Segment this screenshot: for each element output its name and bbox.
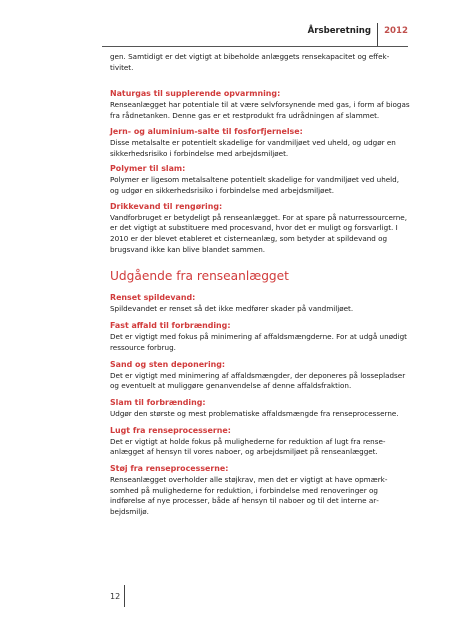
page-header — [308, 23, 408, 47]
paragraph: Polymer er ligesom metalsaltene potentielt skadelige for vandmiljøet ved uheld, og udgør en sikkerhedsrisiko i forbindelse med arbejdsmiljøet. — [110, 175, 400, 195]
subheading: Støj fra renseprocesserne: — [110, 464, 229, 474]
paragraph: Det er vigtigt at holde fokus på mulighederne for reduktion af lugt fra renseanlægget af hensyn til vores naboer, og arbejdsmiljøet på renseanlægget. — [110, 436, 386, 457]
paragraph: Vandforbruget er betydeligt på renseanlægget. For at spare på naturressourcerne, er det vigtigt at substituere med procesvand, hvor det er muligt og forsvarligt. I 2010 er der blevet etableret et cisterneanlæg, som betyder at spildevand og brugsvand ikke kan blive blandet sammen. — [110, 212, 407, 254]
subheading: Fast affald til forbrænding: — [110, 321, 231, 331]
subheading: Drikkevand til rengøring: — [110, 201, 223, 211]
subheading: Lugt fra renseprocesserne: — [110, 425, 231, 435]
page-footer — [110, 585, 125, 607]
header-rule — [102, 46, 408, 47]
subheading: Polymer til slam: — [110, 164, 186, 174]
page-number: 12 — [110, 591, 121, 601]
paragraph: Udgør den største og mest problematiske affaldsmængde fra renseprocesserne. — [110, 408, 399, 418]
subheading: Slam til forbrænding: — [110, 397, 206, 407]
section-heading: Udgående fra renseanlægget — [110, 269, 289, 284]
page-body — [110, 52, 410, 518]
footer-divider — [124, 585, 125, 607]
subheading: Jern- og aluminium-salte til fosforfjernelse: — [110, 126, 303, 136]
report-title: Årsberetning — [307, 26, 372, 36]
paragraph: Spildevandet er renset så det ikke medfører skader på vandmiljøet. — [110, 304, 354, 314]
paragraph: Renseanlægget har potentiale til at være selvforsynende med gas, i form af biogas fra rådnetanken. Denne gas er et restprodukt fra udrådningen af slammet. — [110, 100, 410, 121]
paragraph: Det er vigtigt med fokus på minimering af affaldsmængderne. For at udgå unødigt ressource forbrug. — [110, 332, 407, 352]
paragraph: gen. Samtidigt er det vigtigt at bibeholde anlæggets rensekapacitet og effektivitet. — [110, 52, 390, 72]
paragraph: Det er vigtigt med minimering af affaldsmængder, der deponeres på lossepladser og eventuelt at muliggøre genanvendelse af denne affaldsfraktion. — [110, 370, 406, 391]
paragraph: Disse metalsalte er potentielt skadelige for vandmiljøet ved uheld, og udgør en sikkerhedsrisiko i forbindelse med arbejdsmiljøet. — [110, 137, 396, 158]
paragraph: Renseanlægget overholder alle støjkrav, men det er vigtigt at have opmærksomhed på mulighederne for reduktion, i forbindelse med renoveringer og indførelse af nye processer, både af hensyn til naboer og til det interne arbejdsmiljø. — [110, 475, 388, 517]
subheading: Sand og sten deponering: — [110, 359, 226, 369]
subheading: Renset spildevand: — [110, 293, 196, 303]
subheading: Naturgas til supplerende opvarmning: — [110, 89, 281, 99]
report-year: 2012 — [384, 26, 408, 36]
